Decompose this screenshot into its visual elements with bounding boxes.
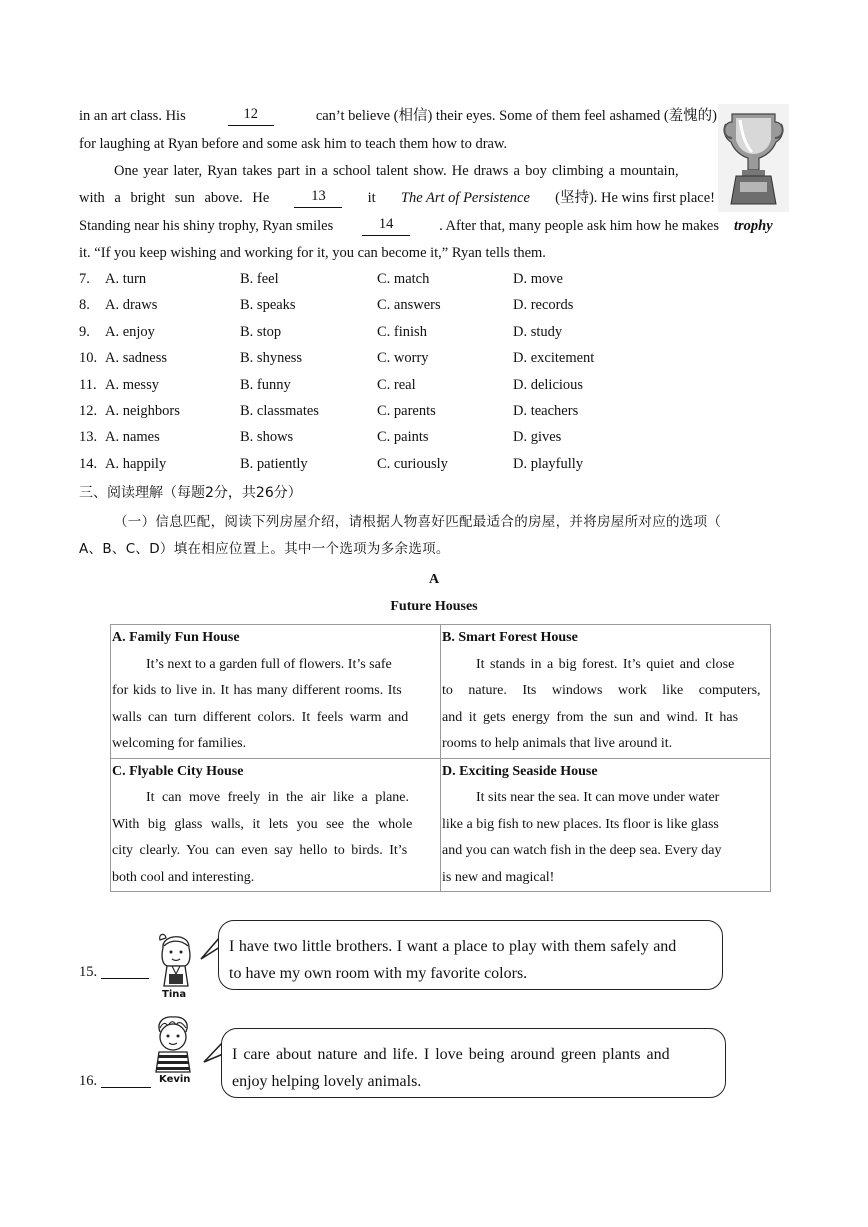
houses-table [110,624,771,892]
house-name: A. Family Fun House [112,630,240,645]
passage-line-4 [79,188,715,208]
blank-14: 14 [362,216,410,236]
passage-text: can’t believe (相信) their eyes. Some of them feel ashamed (羞愧的) [315,108,717,124]
option-c: C. match [377,271,430,287]
question-number: 11. [79,376,97,393]
passage-text: with a bright sun above. He [79,190,270,206]
option-a: A. draws [105,297,158,314]
option-c: C. curiously [377,455,448,472]
passage-line-5 [79,216,719,236]
option-c: C. finish [377,323,427,340]
option-d: D. teachers [513,403,579,419]
blank-12: 12 [228,106,274,126]
girl-icon [156,930,196,992]
house-description: It’s next to a garden full of flowers. It’s safe for kids to live in. It has many different rooms. Its walls can turn different colors. It feels warm and welcoming for families. [112,656,409,751]
question-15-number: 15. [79,962,97,982]
house-description: It sits near the sea. It can move under water like a big fish to new places. Its floor is like glass and you can watch fish in the deep sea. Every day is new and magical! [442,790,722,885]
trophy-caption: trophy [734,218,773,234]
blank-13: 13 [294,188,342,208]
question-number: 8. [79,297,90,314]
house-description: It stands in a big forest. It’s quiet and close to nature. Its windows work like computers, and it gets energy from the sun and wind. It has rooms to help animals that live around it. [442,656,761,751]
answer-blank-16[interactable] [101,1087,151,1088]
option-a: A. turn [105,271,147,287]
passage-text: Standing near his shiny trophy, Ryan smiles [79,218,334,234]
passage-text: (坚持). He wins first place! [555,190,715,206]
option-c: C. parents [377,403,436,419]
option-a: A. names [105,429,160,446]
option-a: A. messy [105,376,159,393]
option-b: B. stop [240,323,282,340]
question-number: 10. [79,350,98,367]
option-a: A. enjoy [105,323,155,340]
question-16-number: 16. [79,1071,97,1091]
houses-title: Future Houses [390,599,478,614]
house-cell-c [111,758,441,892]
part-label: A [428,572,440,587]
option-c: C. real [377,376,416,393]
option-a: A. neighbors [105,403,180,419]
kevin-avatar [150,1014,196,1076]
option-b: B. classmates [240,403,319,419]
option-a: A. happily [105,455,167,472]
answer-blank-15[interactable] [101,978,149,979]
instruction-line-2: A、B、C、D）填在相应位置上。其中一个选项为多余选项。 [79,541,450,557]
question-number: 7. [79,271,90,287]
trophy-icon [718,104,789,212]
house-description: It can move freely in the air like a plane. With big glass walls, it lets you see the whole city clearly. You can even say hello to birds. It’s both cool and interesting. [112,790,413,885]
house-cell-b [441,625,771,759]
option-c: C. answers [377,297,441,314]
tina-avatar [156,930,196,992]
question-number: 13. [79,429,98,446]
speaker-name-kevin: Kevin [159,1074,191,1085]
option-b: B. patiently [240,455,308,472]
passage-book-title: The Art of Persistence [400,190,530,206]
option-a: A. sadness [105,350,168,367]
option-d: D. gives [513,429,562,446]
section-heading: 三、阅读理解（每题2分，共26分） [79,485,302,501]
house-name: C. Flyable City House [112,763,244,779]
passage-line-6: it. “If you keep wishing and working for it, you can become it,” Ryan tells them. [79,245,546,261]
instruction-line-1: （一）信息匹配，阅读下列房屋介绍，请根据人物喜好匹配最适合的房屋，并将房屋所对应的选项（ [114,514,722,530]
house-cell-d [441,758,771,892]
question-number: 14. [79,455,98,472]
house-cell-a [111,625,441,759]
speaker-name-tina: Tina [162,989,187,1000]
passage-line-1 [79,106,717,126]
option-d: D. study [513,323,563,340]
option-b: B. shyness [240,350,303,367]
option-c: C. paints [377,429,429,446]
option-c: C. worry [377,350,429,367]
option-b: B. shows [240,429,294,446]
option-d: D. move [513,271,563,287]
boy-icon [150,1014,196,1076]
option-b: B. funny [240,376,291,393]
passage-line-2: for laughing at Ryan before and some ask him to teach them how to draw. [79,136,508,152]
passage-text: in an art class. His [79,108,186,124]
passage-text: it [367,190,376,206]
passage-line-3: One year later, Ryan takes part in a school talent show. He draws a boy climbing a mountain, [114,163,679,179]
speech-bubble-kevin: I care about nature and life. I love being around green plants and enjoy helping lovely animals. [221,1028,726,1098]
trophy-image [718,104,789,212]
house-name: D. Exciting Seaside House [442,763,598,779]
option-d: D. records [513,297,574,314]
question-number: 9. [79,323,90,340]
passage-text: . After that, many people ask him how he makes [439,218,719,234]
option-d: D. playfully [513,455,584,472]
option-b: B. speaks [240,297,296,314]
option-d: D. excitement [513,350,595,367]
question-number: 12. [79,403,98,419]
option-d: D. delicious [513,376,584,393]
house-name: B. Smart Forest House [442,630,578,645]
speech-bubble-tina: I have two little brothers. I want a place to play with them safely and to have my own room with my favorite colors. [218,920,723,990]
option-b: B. feel [240,271,279,287]
